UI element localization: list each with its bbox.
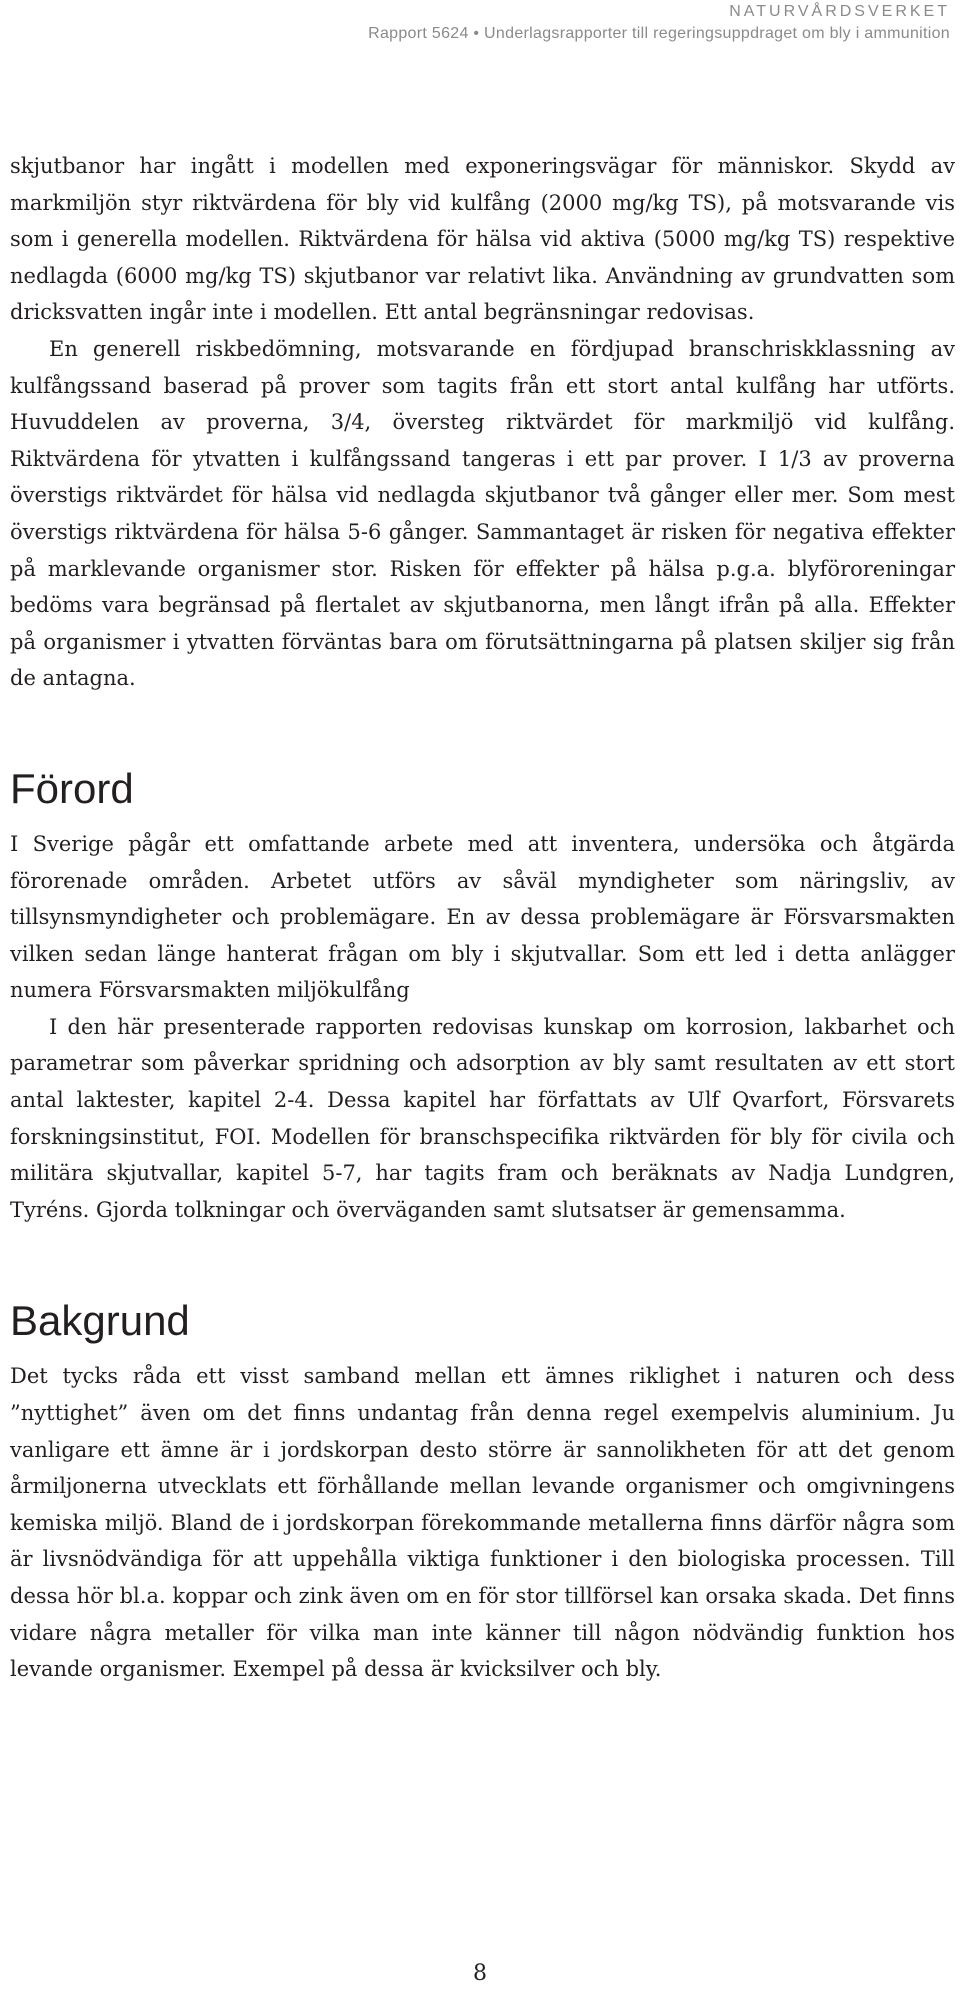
organization-name: NATURVÅRDSVERKET: [729, 3, 950, 20]
section-heading-forord: Förord: [10, 764, 134, 812]
paragraph: Det tycks råda ett visst samband mellan ett ämnes riklighet i naturen och dess ”nyttighet” även om det finns undantag från denna regel exempelvis aluminium. Ju vanligare ett ämne är i jordskorpan desto större är sannolikheten för att det genom årmiljonerna utvecklats ett förhållande mellan levande organismer och omgivningens kemiska miljö. Bland de i jordskorpan förekommande metallerna finns därför några som är livsnödvändiga för att uppehålla viktiga funktioner i den biologiska processen. Till dessa hör bl.a. koppar och zink även om en för stor tillförsel kan orsaka skada. Det finns vidare några metaller för vilka man inte känner till någon nödvändig funktion hos levande organismer. Exempel på dessa är kvicksilver och bly.: [10, 1364, 955, 1682]
paragraph: skjutbanor har ingått i modellen med exponeringsvägar för människor. Skydd av markmiljön styr riktvärdena för bly vid kulfång (2000 mg/kg TS), på motsvarande vis som i generella modellen. Riktvärdena för hälsa vid aktiva (5000 mg/kg TS) respektive nedlagda (6000 mg/kg TS) skjutbanor var relativt lika. Användning av grundvatten som dricksvatten ingår inte i modellen. Ett antal begränsningar redovisas.: [10, 154, 955, 325]
paragraph: En generell riskbedömning, motsvarande en fördjupad branschriskklassning av kulfångssand baserad på prover som tagits från ett stort antal kulfång har utförts. Huvuddelen av proverna, 3/4, översteg riktvärdet för markmiljö vid kulfång. Riktvärdena för ytvatten i kulfångssand tangeras i ett par prover. I 1/3 av proverna överstigs riktvärdet för hälsa vid nedlagda skjutbanor två gånger eller mer. Som mest överstigs riktvärdena för hälsa 5-6 gånger. Sammantaget är risken för negativa effekter på marklevande organismer stor. Risken för effekter på hälsa p.g.a. blyföroreningar bedöms vara begränsad på flertalet av skjutbanorna, men långt ifrån på alla. Effekter på organismer i ytvatten förväntas bara om förutsättningarna på platsen skiljer sig från de antagna.: [10, 336, 955, 691]
document-body: [10, 148, 955, 1688]
intro-section: [10, 148, 955, 697]
page-number: 8: [473, 1961, 487, 1986]
section-heading-bakgrund: Bakgrund: [10, 1297, 190, 1345]
paragraph: I den här presenterade rapporten redovisas kunskap om korrosion, lakbarhet och parametrar som påverkar spridning och adsorption av bly samt resultaten av ett stort antal laktester, kapitel 2-4. Dessa kapitel har författats av Ulf Qvarfort, Försvarets forskningsinstitut, FOI. Modellen för branschspecifika riktvärden för bly för civila och militära skjutvallar, kapitel 5-7, har tagits fram och beräknats av Nadja Lundgren, Tyréns. Gjorda tolkningar och överväganden samt slutsatser är gemensamma.: [10, 1014, 955, 1222]
running-header: [368, 2, 950, 46]
bakgrund-section: [10, 1358, 955, 1687]
report-title-line: Rapport 5624 • Underlagsrapporter till regeringsuppdraget om bly i ammunition: [368, 25, 950, 42]
forord-section: [10, 826, 955, 1229]
paragraph: I Sverige pågår ett omfattande arbete med att inventera, undersöka och åtgärda förorenade områden. Arbetet utförs av såväl myndigheter som näringsliv, av tillsynsmyndigheter och problemägare. En av dessa problemägare är Försvarsmakten vilken sedan länge hanterat frågan om bly i skjutvallar. Som ett led i detta anlägger numera Försvarsmakten miljökulfång: [10, 831, 955, 1003]
